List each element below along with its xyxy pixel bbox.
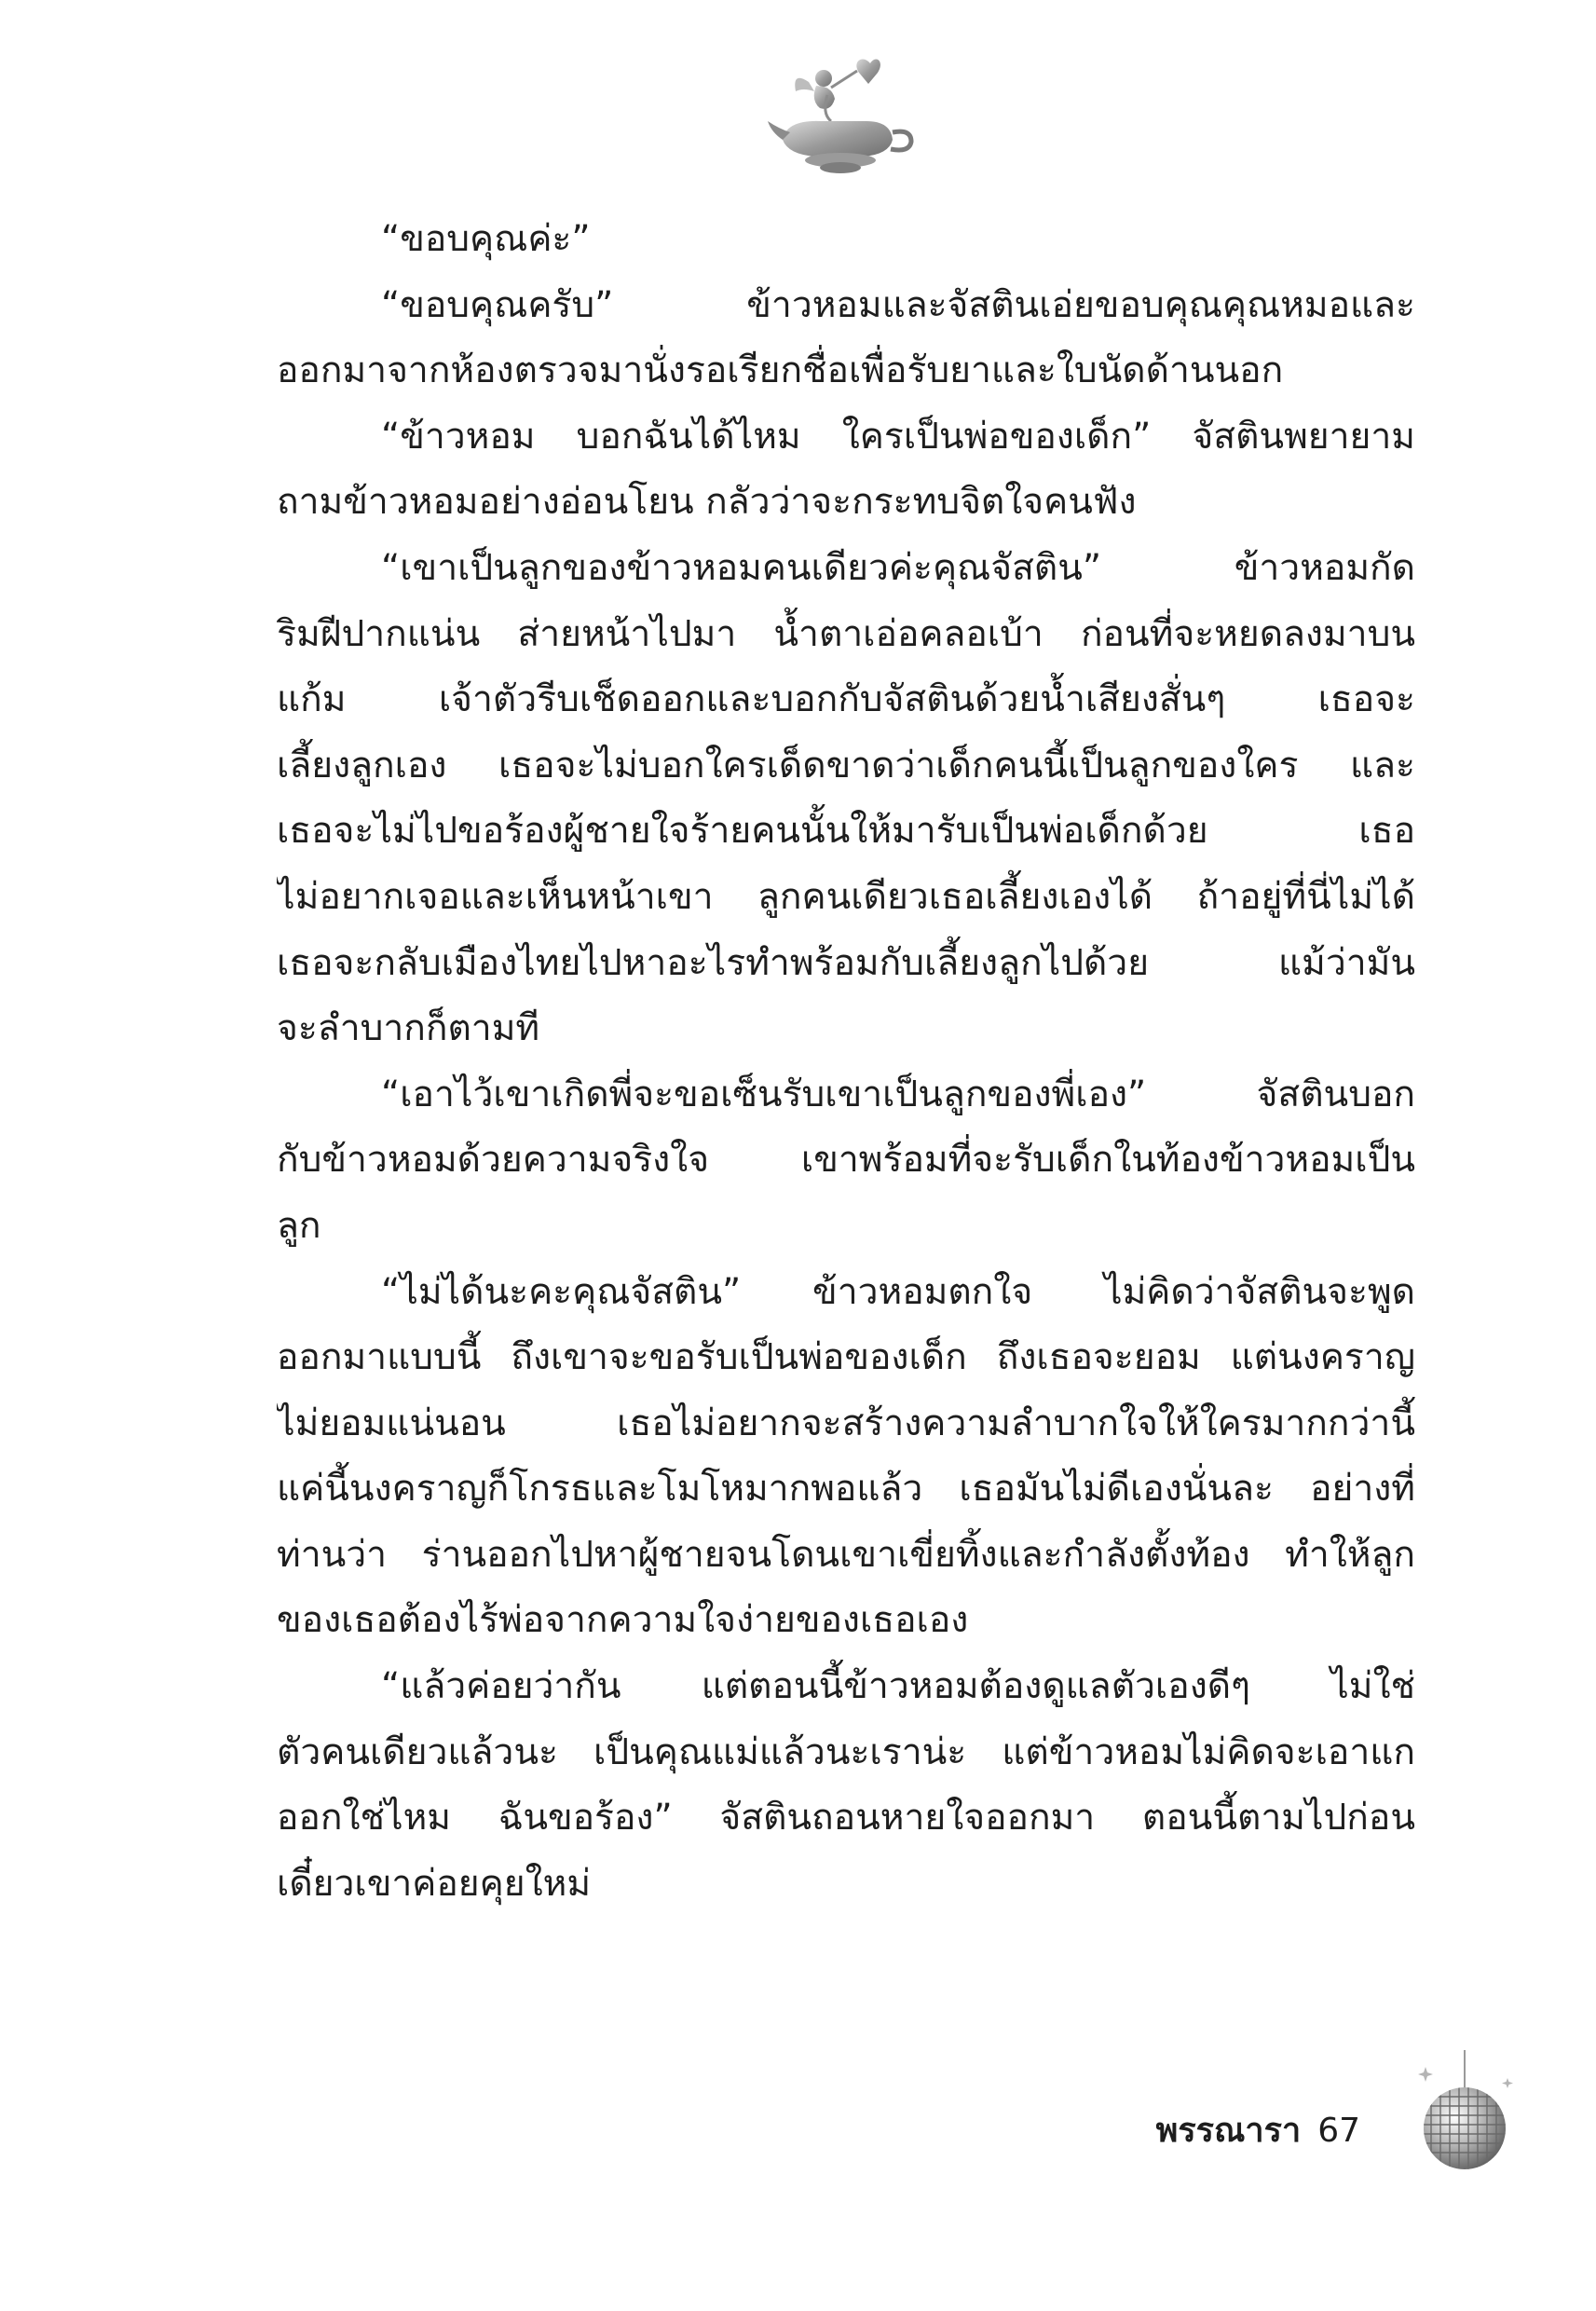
text-line: กับข้าวหอมด้วยความจริงใจ เขาพร้อมที่จะรับเด็กในท้องข้าวหอมเป็น [277, 1139, 1415, 1182]
story-text [277, 207, 1415, 1917]
text-line: แก้ม เจ้าตัวรีบเช็ดออกและบอกกับจัสตินด้วยน้ำเสียงสั่นๆ เธอจะ [277, 678, 1415, 721]
text-line: ไม่อยากเจอและเห็นหน้าเขา ลูกคนเดียวเธอเลี้ยงเองได้ ถ้าอยู่ที่นี่ไม่ได้ [277, 875, 1415, 918]
text-line: ถามข้าวหอมอย่างอ่อนโยน กลัวว่าจะกระทบจิตใจคนฟัง [277, 481, 1137, 524]
text-line: ริมฝีปากแน่น ส่ายหน้าไปมา น้ำตาเอ่อคลอเบ้า ก่อนที่จะหยดลงมาบน [277, 612, 1415, 655]
text-line: “ข้าวหอม บอกฉันได้ไหม ใครเป็นพ่อของเด็ก” จัสตินพยายาม [381, 415, 1415, 458]
text-line: ออกมาแบบนี้ ถึงเขาจะขอรับเป็นพ่อของเด็ก ถึงเธอจะยอม แต่นงคราญ [277, 1336, 1415, 1379]
text-line: ท่านว่า ร่านออกไปหาผู้ชายจนโดนเขาเขี่ยทิ้งและกำลังตั้งท้อง ทำให้ลูก [277, 1533, 1415, 1576]
text-line: แค่นี้นงคราญก็โกรธและโมโหมากพอแล้ว เธอมันไม่ดีเองนั่นละ อย่างที่ [277, 1468, 1415, 1511]
page-footer [1146, 2108, 1360, 2154]
text-line: ของเธอต้องไร้พ่อจากความใจง่ายของเธอเอง [277, 1599, 969, 1642]
book-title: พรรณารา [1155, 2112, 1302, 2150]
text-line: “ขอบคุณค่ะ” [381, 218, 591, 260]
text-line: “ขอบคุณครับ” ข้าวหอมและจัสตินเอ่ยขอบคุณคุณหมอและ [381, 283, 1415, 326]
text-line: เลี้ยงลูกเอง เธอจะไม่บอกใครเด็ดขาดว่าเด็กคนนี้เป็นลูกของใคร และ [277, 744, 1415, 786]
cupid-teapot-ornament-icon [766, 54, 915, 175]
disco-ball-icon [1398, 2050, 1528, 2181]
text-line: “ไม่ได้นะคะคุณจัสติน” ข้าวหอมตกใจ ไม่คิดว่าจัสตินจะพูด [381, 1270, 1415, 1313]
text-line: จะลำบากก็ตามที [277, 1007, 540, 1050]
text-line: เธอจะกลับเมืองไทยไปหาอะไรทำพร้อมกับเลี้ยงลูกไปด้วย แม้ว่ามัน [277, 941, 1415, 984]
text-line: ลูก [277, 1204, 321, 1247]
text-line: เธอจะไม่ไปขอร้องผู้ชายใจร้ายคนนั้นให้มารับเป็นพ่อเด็กด้วย เธอ [277, 810, 1415, 853]
text-line: ไม่ยอมแน่นอน เธอไม่อยากจะสร้างความลำบากใจให้ใครมากกว่านี้ [277, 1402, 1415, 1444]
text-line: ตัวคนเดียวแล้วนะ เป็นคุณแม่แล้วนะเราน่ะ แต่ข้าวหอมไม่คิดจะเอาแก [277, 1730, 1415, 1773]
text-line: ออกมาจากห้องตรวจมานั่งรอเรียกชื่อเพื่อรับยาและใบนัดด้านนอก [277, 349, 1284, 392]
text-line: “เขาเป็นลูกของข้าวหอมคนเดียวค่ะคุณจัสติน” ข้าวหอมกัด [381, 546, 1415, 589]
text-line: เดี๋ยวเขาค่อยคุยใหม่ [277, 1862, 592, 1905]
text-line: “เอาไว้เขาเกิดพี่จะขอเซ็นรับเขาเป็นลูกของพี่เอง” จัสตินบอก [381, 1073, 1415, 1115]
text-line: ออกใช่ไหม ฉันขอร้อง” จัสตินถอนหายใจออกมา ตอนนี้ตามไปก่อน [277, 1797, 1415, 1839]
page-number: 67 [1317, 2112, 1360, 2150]
text-line: “แล้วค่อยว่ากัน แต่ตอนนี้ข้าวหอมต้องดูแลตัวเองดีๆ ไม่ใช่ [381, 1665, 1415, 1708]
